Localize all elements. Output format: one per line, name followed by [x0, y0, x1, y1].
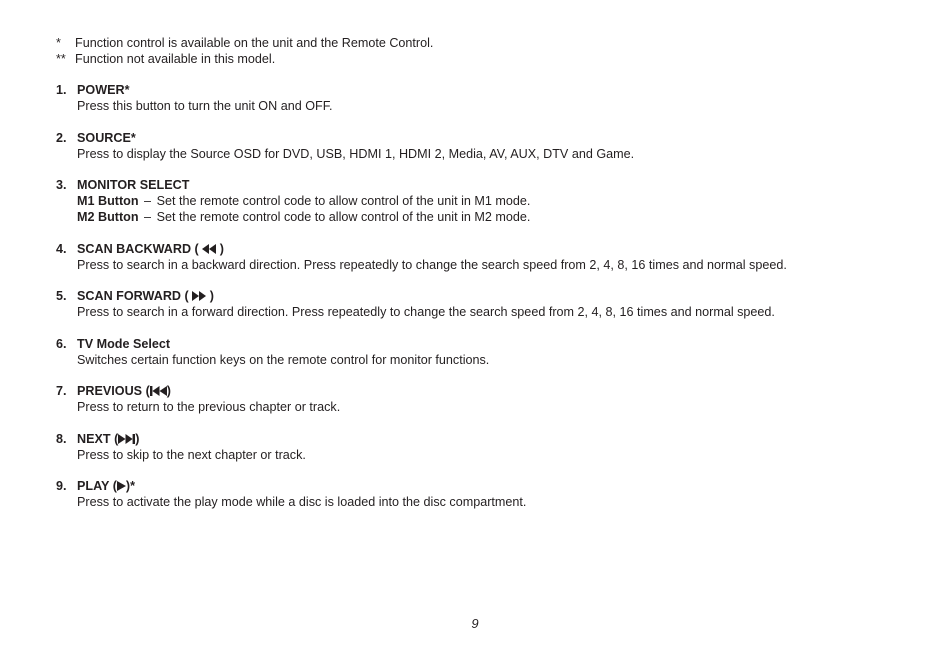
item-title — [77, 241, 224, 257]
item-title-text: NEXT ( — [77, 431, 119, 446]
dash: – — [144, 194, 152, 208]
m1-description: Set the remote control code to allow control of the unit in M1 mode. — [156, 194, 531, 208]
item-number: 5. — [56, 289, 67, 303]
item-description: Press to search in a backward direction. Press repeatedly to change the search speed from 2, 4, 8, 16 times and normal speed. — [77, 257, 787, 272]
item-title: SOURCE* — [77, 130, 136, 145]
item-description: Press to display the Source OSD for DVD, USB, HDMI 1, HDMI 2, Media, AV, AUX, DTV and Game. — [77, 146, 635, 161]
list-item-play — [56, 478, 787, 510]
footnote-mark: ** — [56, 52, 66, 66]
scan-forward-icon — [192, 291, 206, 301]
item-number: 2. — [56, 130, 67, 145]
list-item-scan-forward — [56, 288, 787, 320]
item-title-text: PLAY ( — [77, 479, 117, 493]
item-title-text: SCAN FORWARD ( — [77, 289, 189, 303]
button-list — [56, 82, 787, 526]
list-item-power — [56, 82, 787, 114]
item-title: MONITOR SELECT — [77, 178, 190, 192]
footnote-mark: * — [56, 36, 61, 50]
item-number: 8. — [56, 431, 67, 446]
item-title-end: ) — [209, 289, 214, 303]
item-description: Press this button to turn the unit ON and OFF. — [77, 99, 333, 113]
list-item-previous — [56, 383, 787, 415]
list-item-next — [56, 431, 787, 463]
list-item-source — [56, 130, 787, 162]
item-title-text: SCAN BACKWARD ( — [77, 241, 199, 256]
m1-label: M1 Button — [77, 194, 139, 208]
m2-description: Set the remote control code to allow control of the unit in M2 mode. — [156, 210, 531, 224]
item-number: 1. — [56, 83, 67, 97]
list-item-tv-mode-select — [56, 336, 787, 368]
item-title: POWER* — [77, 83, 130, 97]
page-number: 9 — [471, 616, 479, 631]
item-title — [77, 478, 135, 494]
item-title-end: ) — [219, 241, 224, 256]
item-description: Press to return to the previous chapter or track. — [77, 400, 341, 414]
previous-icon — [150, 386, 167, 396]
list-item-monitor-select — [56, 177, 787, 225]
footnote — [56, 35, 433, 51]
item-title-end: ) — [135, 431, 140, 446]
dash: – — [144, 210, 152, 224]
item-title — [77, 383, 171, 399]
item-description: Press to skip to the next chapter or track. — [77, 447, 306, 462]
item-number: 4. — [56, 241, 67, 256]
play-icon — [117, 481, 126, 491]
footnotes — [56, 35, 433, 67]
item-title — [77, 288, 214, 304]
footnote — [56, 51, 433, 67]
scan-backward-icon — [202, 244, 216, 254]
item-title-end: )* — [125, 479, 136, 493]
item-number: 6. — [56, 336, 67, 351]
item-title-text: PREVIOUS ( — [77, 384, 150, 398]
footnote-text: Function control is available on the unit and the Remote Control. — [75, 36, 434, 50]
m2-row — [56, 209, 787, 225]
item-title-end: ) — [166, 384, 171, 398]
list-item-scan-backward — [56, 241, 787, 273]
item-description: Press to search in a forward direction. Press repeatedly to change the search speed from 2, 4, 8, 16 times and normal speed. — [77, 305, 775, 319]
item-description: Press to activate the play mode while a disc is loaded into the disc compartment. — [77, 495, 527, 509]
item-description: Switches certain function keys on the remote control for monitor functions. — [77, 352, 490, 367]
item-number: 7. — [56, 384, 67, 398]
item-number: 3. — [56, 178, 67, 192]
next-icon — [118, 434, 135, 444]
item-number: 9. — [56, 479, 67, 493]
m2-label: M2 Button — [77, 210, 139, 224]
item-title: TV Mode Select — [77, 336, 171, 351]
m1-row — [56, 193, 787, 209]
item-title — [77, 431, 139, 447]
footnote-text: Function not available in this model. — [75, 52, 276, 66]
